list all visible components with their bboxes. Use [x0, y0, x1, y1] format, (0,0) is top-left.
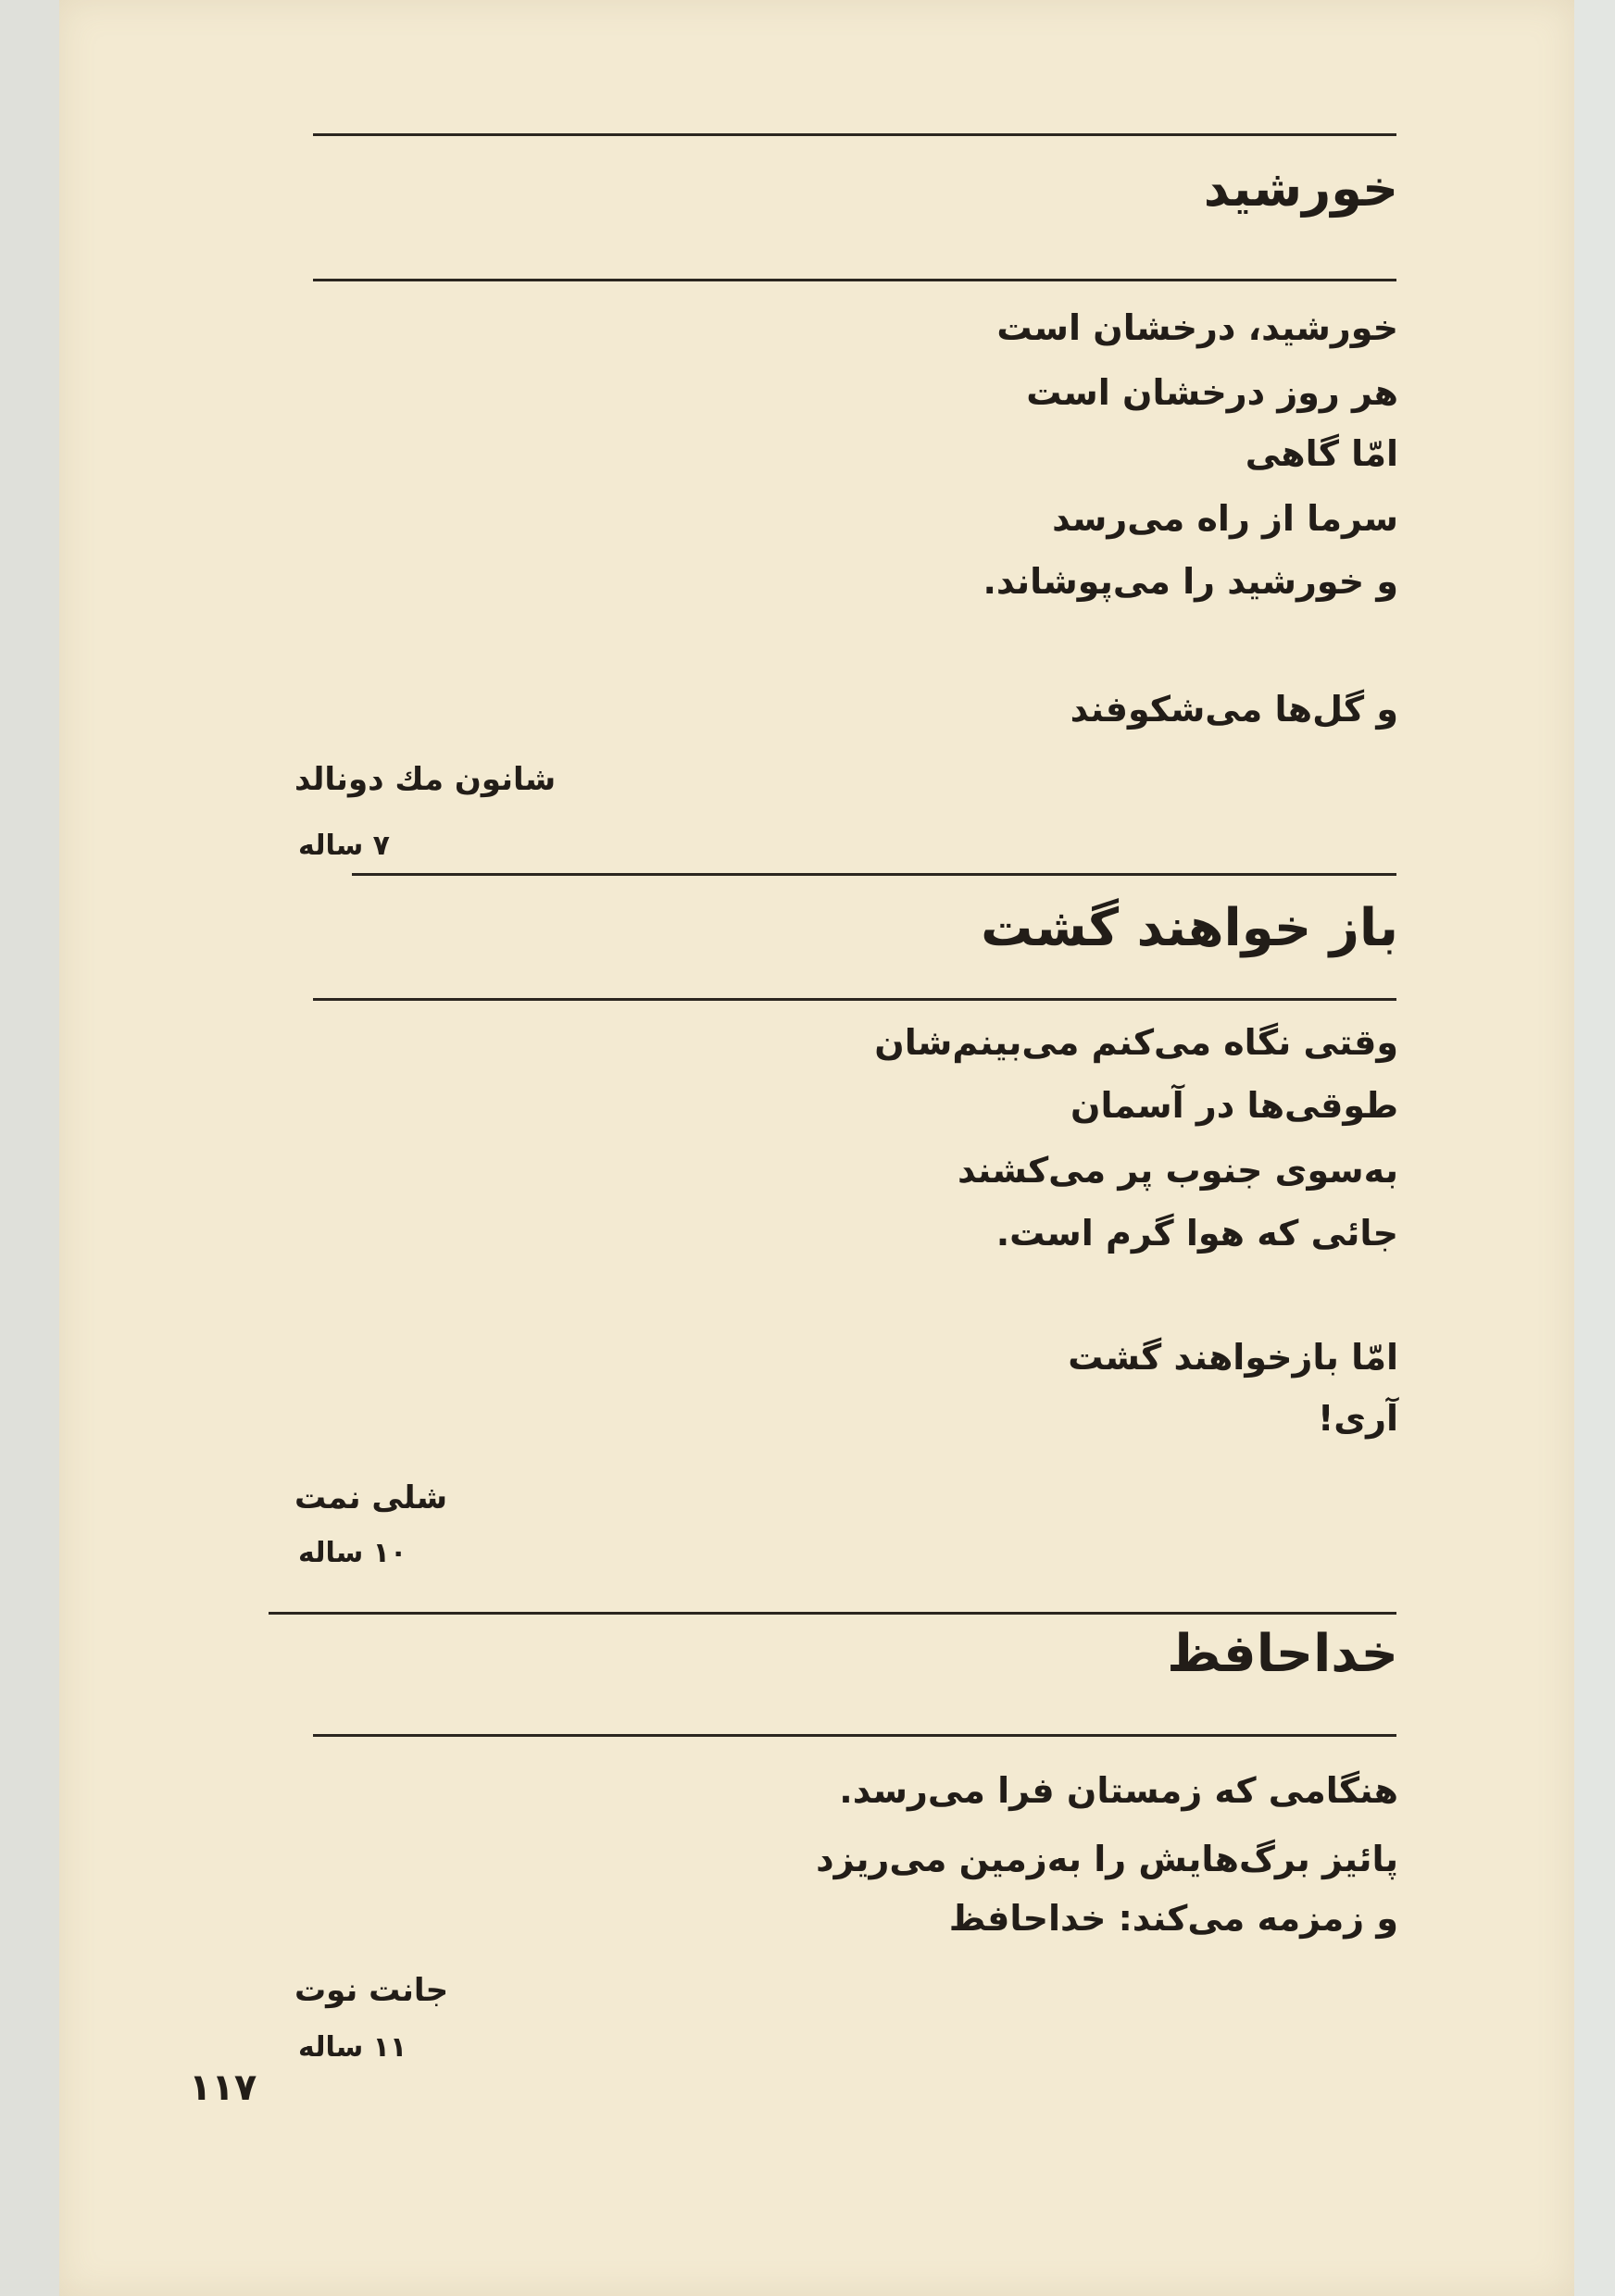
rule-poem3-bottom	[313, 1734, 1396, 1737]
rule-poem1-top	[313, 133, 1396, 136]
poem2-line-2: طوقی‌ها در آسمان	[1070, 1085, 1398, 1126]
poem3-line-3: و زمزمه می‌کند: خداحافظ	[948, 1898, 1398, 1939]
poem2-author: شلی نمت	[294, 1479, 448, 1516]
rule-poem1-bottom	[313, 279, 1396, 281]
poem3-author-age: ۱۱ ساله	[298, 2031, 407, 2064]
rule-poem2-top	[352, 873, 1396, 876]
poem2-line-6: آری!	[1317, 1398, 1398, 1439]
poem3-author: جانت نوت	[294, 1972, 449, 2009]
rule-poem3-top	[269, 1612, 1396, 1615]
poem1-line-6: و گل‌ها می‌شکوفند	[1070, 689, 1398, 730]
poem1-line-5: و خورشید را می‌پوشاند.	[983, 561, 1398, 602]
rule-poem2-bottom	[313, 998, 1396, 1001]
poem2-line-1: وقتی نگاه می‌کنم می‌بینم‌شان	[874, 1022, 1398, 1063]
poem3-line-2: پائیز برگ‌هایش را به‌زمین می‌ریزد	[816, 1839, 1398, 1879]
poem-title-1: خورشید	[1203, 159, 1398, 218]
page-number: ۱۱۷	[189, 2066, 257, 2109]
poem1-line-3: امّا گاهی	[1245, 433, 1398, 474]
poem1-line-2: هر روز درخشان است	[1026, 372, 1398, 413]
poem2-line-4: جائی که هوا گرم است.	[995, 1213, 1398, 1254]
poem1-author-age: ۷ ساله	[298, 830, 390, 862]
poem-title-2: باز خواهند گشت	[981, 898, 1398, 958]
poem-title-3: خداحافظ	[1167, 1624, 1398, 1684]
poem1-line-1: خورشید، درخشان است	[996, 307, 1398, 348]
poem1-line-4: سرما از راه می‌رسد	[1052, 498, 1398, 539]
poem3-line-1: هنگامی که زمستان فرا می‌رسد.	[839, 1770, 1398, 1811]
poem1-author: شانون مك دونالد	[294, 761, 557, 798]
page-edge	[1574, 0, 1615, 2296]
poem2-author-age: ۱۰ ساله	[298, 1537, 407, 1569]
poem2-line-3: به‌سوی جنوب پر می‌کشند	[957, 1150, 1398, 1191]
poem2-line-5: امّا بازخواهند گشت	[1068, 1337, 1398, 1378]
